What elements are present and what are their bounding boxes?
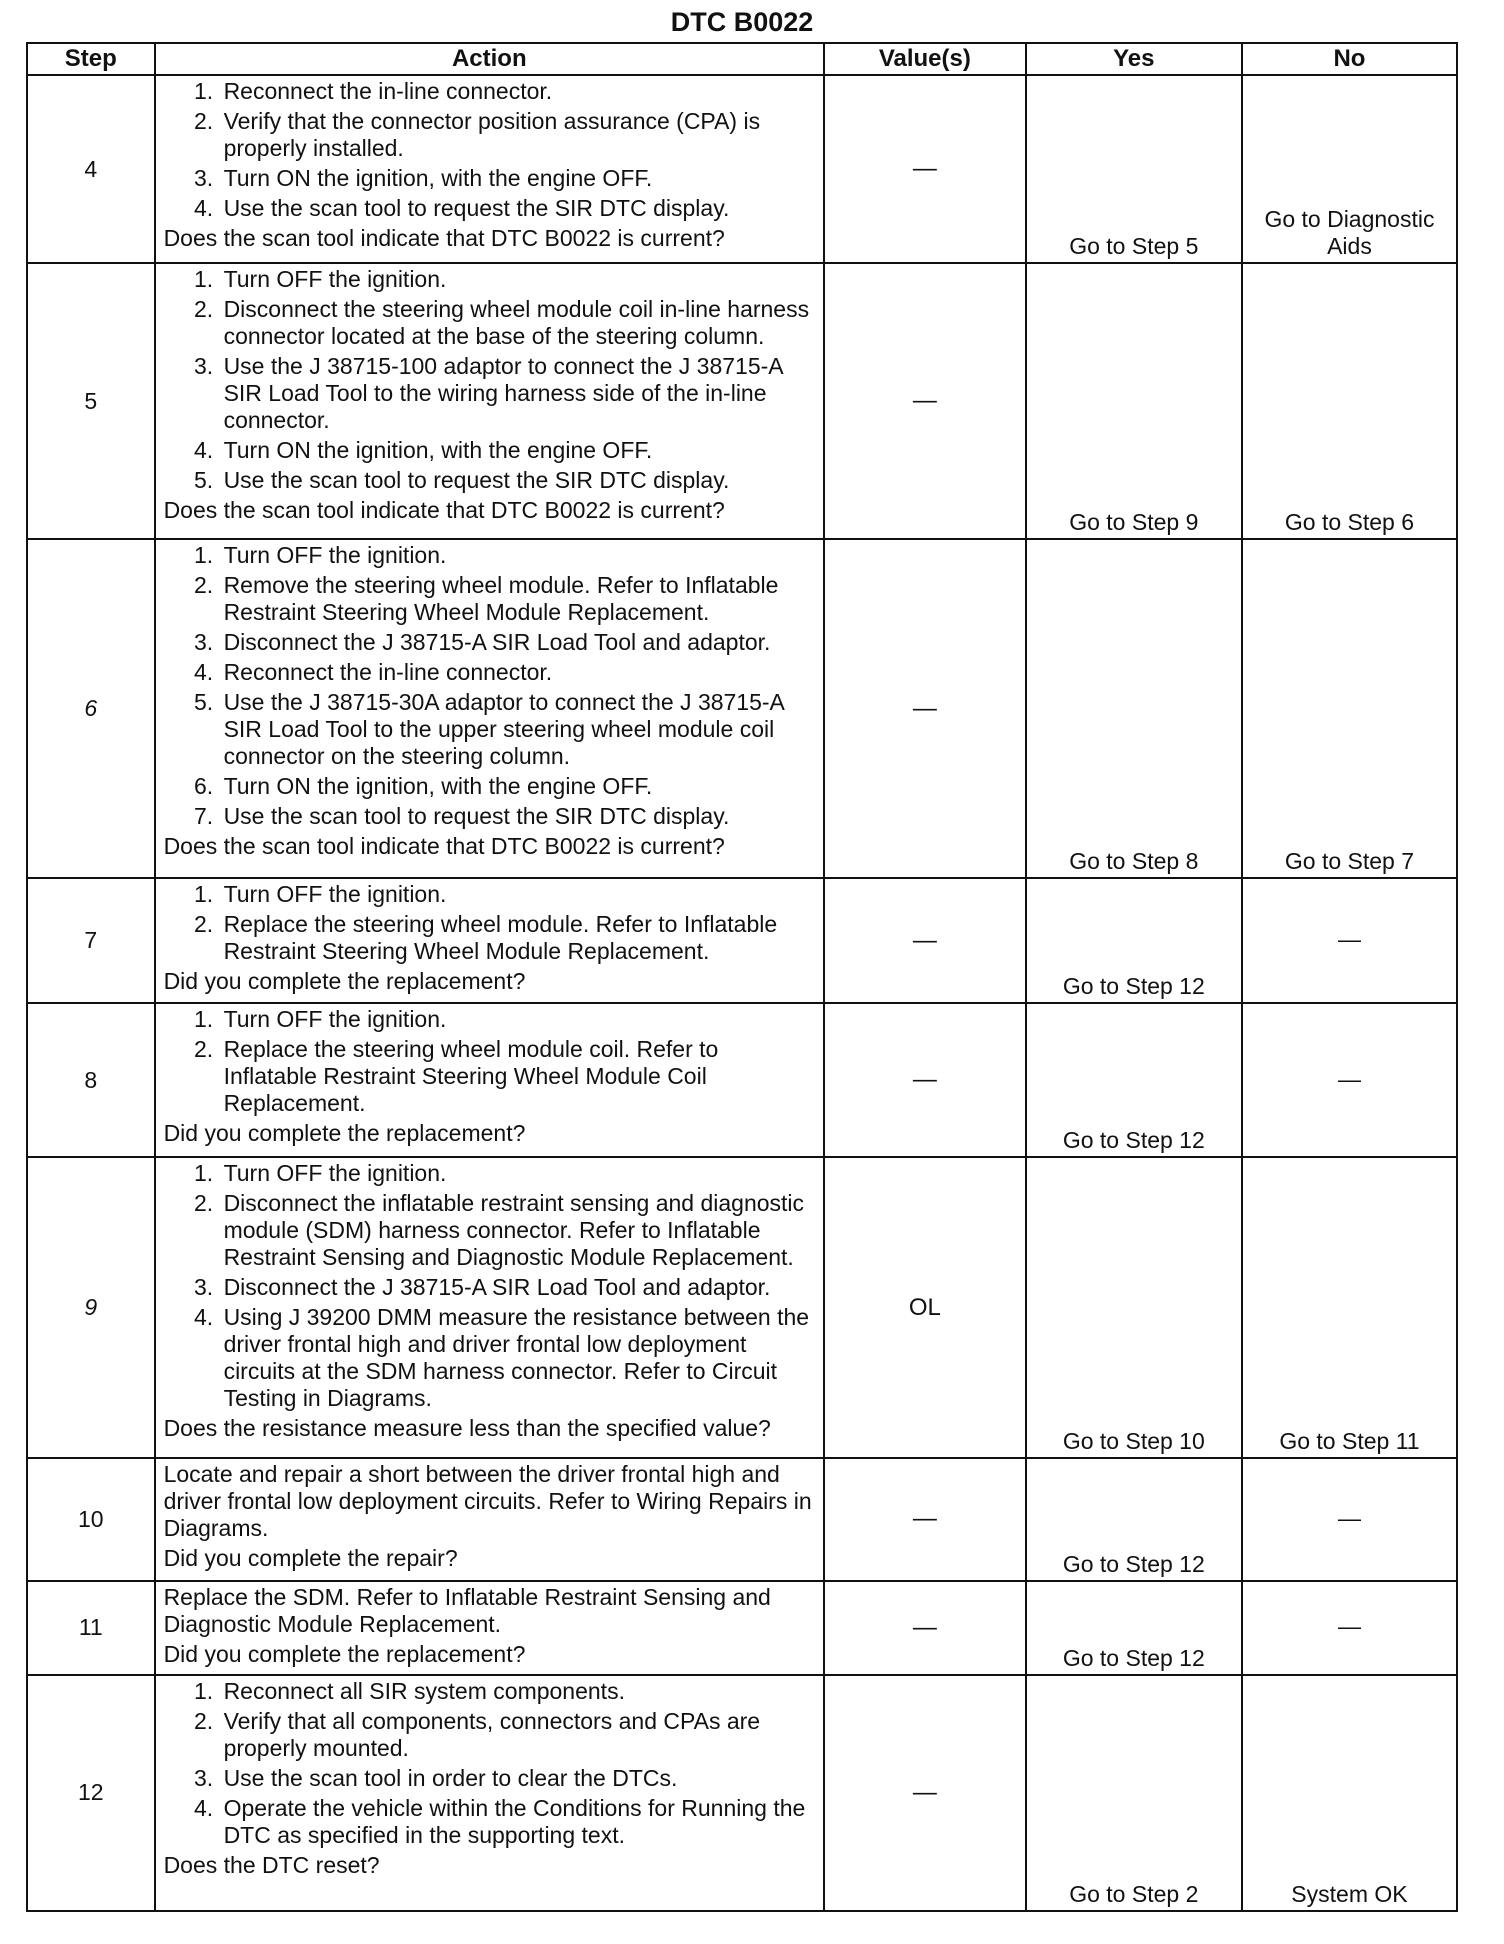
step-number: 10	[27, 1458, 155, 1580]
action-item: 1. Turn OFF the ignition.	[220, 542, 815, 569]
yes-cell: Go to Step 10	[1026, 1157, 1242, 1458]
action-item: 1. Reconnect the in-line connector.	[220, 78, 815, 105]
step-number: 12	[27, 1675, 155, 1911]
yes-cell: Go to Step 12	[1026, 878, 1242, 1003]
step-number: 4	[27, 75, 155, 263]
table-row	[27, 1675, 1457, 1911]
no-cell: —	[1242, 1003, 1457, 1157]
action-item: 5. Use the scan tool to request the SIR DTC display.	[220, 467, 815, 494]
action-item: 3. Use the J 38715-100 adaptor to connect the J 38715-A SIR Load Tool to the wiring harness side of the in-line connector.	[220, 353, 815, 434]
action-item: 2. Verify that the connector position assurance (CPA) is properly installed.	[220, 108, 815, 162]
no-cell: —	[1242, 878, 1457, 1003]
diagnostic-table	[26, 42, 1458, 1912]
value-cell: —	[824, 1003, 1026, 1157]
table-row	[27, 1003, 1457, 1157]
action-item: 4. Operate the vehicle within the Conditions for Running the DTC as specified in the supporting text.	[220, 1795, 815, 1849]
action-cell	[155, 539, 824, 878]
step-number: 6	[27, 539, 155, 878]
action-question: Does the scan tool indicate that DTC B0022 is current?	[163, 225, 725, 251]
action-item: 2. Replace the steering wheel module. Refer to Inflatable Restraint Steering Wheel Module Replacement.	[220, 911, 815, 965]
no-cell: Go to Step 6	[1242, 263, 1457, 539]
value-cell: —	[824, 1675, 1026, 1911]
no-cell: Go to Diagnostic Aids	[1242, 75, 1457, 263]
action-cell	[155, 1675, 824, 1911]
value-cell: —	[824, 1581, 1026, 1675]
page-title: DTC B0022	[670, 7, 814, 37]
action-item: 4. Reconnect the in-line connector.	[220, 659, 815, 686]
header-yes: Yes	[1026, 43, 1242, 75]
table-row	[27, 1581, 1457, 1675]
action-item: 2. Disconnect the inflatable restraint sensing and diagnostic module (SDM) harness connector. Refer to Inflatable Restraint Sensing and Diagnostic Module Replacement.	[220, 1190, 815, 1271]
action-item: 1. Turn OFF the ignition.	[220, 1006, 815, 1033]
no-cell: Go to Step 11	[1242, 1157, 1457, 1458]
action-item: 1. Turn OFF the ignition.	[220, 266, 815, 293]
action-item: 3. Disconnect the J 38715-A SIR Load Tool and adaptor.	[220, 629, 815, 656]
header-row	[27, 43, 1457, 75]
action-item: 1. Turn OFF the ignition.	[220, 881, 815, 908]
value-cell: OL	[824, 1157, 1026, 1458]
step-number: 9	[27, 1157, 155, 1458]
header-values: Value(s)	[824, 43, 1026, 75]
header-step: Step	[27, 43, 155, 75]
table-row	[27, 263, 1457, 539]
action-item: 3. Turn ON the ignition, with the engine OFF.	[220, 165, 815, 192]
action-cell	[155, 878, 824, 1003]
action-cell	[155, 1003, 824, 1157]
action-item: 6. Turn ON the ignition, with the engine OFF.	[220, 773, 815, 800]
action-question: Does the DTC reset?	[163, 1851, 380, 1878]
action-item: 4. Use the scan tool to request the SIR DTC display.	[220, 195, 815, 222]
value-cell: —	[824, 539, 1026, 878]
step-number: 11	[27, 1581, 155, 1675]
action-paragraph: Replace the SDM. Refer to Inflatable Restraint Sensing and Diagnostic Module Replacement.	[163, 1583, 771, 1637]
yes-cell: Go to Step 5	[1026, 75, 1242, 263]
value-cell: —	[824, 263, 1026, 539]
yes-cell: Go to Step 12	[1026, 1458, 1242, 1580]
action-paragraph: Locate and repair a short between the driver frontal high and driver frontal low deployment circuits. Refer to Wiring Repairs in Diagrams.	[163, 1461, 812, 1542]
action-item: 3. Use the scan tool in order to clear the DTCs.	[220, 1765, 815, 1792]
yes-cell: Go to Step 8	[1026, 539, 1242, 878]
action-question: Does the scan tool indicate that DTC B0022 is current?	[163, 833, 725, 860]
action-question: Did you complete the repair?	[163, 1545, 458, 1572]
action-question: Did you complete the replacement?	[163, 1120, 526, 1147]
value-cell: —	[824, 75, 1026, 263]
no-cell: —	[1242, 1458, 1457, 1580]
action-item: 3. Disconnect the J 38715-A SIR Load Tool and adaptor.	[220, 1274, 815, 1301]
action-question: Does the scan tool indicate that DTC B0022 is current?	[163, 497, 725, 524]
table-row	[27, 75, 1457, 263]
action-question: Did you complete the replacement?	[163, 1640, 526, 1667]
action-item: 4. Using J 39200 DMM measure the resistance between the driver frontal high and driver frontal low deployment circuits at the SDM harness connector. Refer to Circuit Testing in Diagrams.	[220, 1304, 815, 1412]
no-cell: System OK	[1242, 1675, 1457, 1911]
table-row	[27, 1458, 1457, 1580]
action-item: 2. Replace the steering wheel module coil. Refer to Inflatable Restraint Steering Wheel Module Coil Replacement.	[220, 1036, 815, 1117]
table-row	[27, 1157, 1457, 1458]
action-item: 4. Turn ON the ignition, with the engine OFF.	[220, 437, 815, 464]
header-no: No	[1242, 43, 1457, 75]
yes-cell: Go to Step 2	[1026, 1675, 1242, 1911]
no-cell: —	[1242, 1581, 1457, 1675]
action-question: Does the resistance measure less than the specified value?	[163, 1415, 771, 1442]
action-item: 2. Verify that all components, connectors and CPAs are properly mounted.	[220, 1708, 815, 1762]
action-cell	[155, 263, 824, 539]
yes-cell: Go to Step 12	[1026, 1581, 1242, 1675]
action-item: 2. Disconnect the steering wheel module coil in-line harness connector located at the base of the steering column.	[220, 296, 815, 350]
step-number: 8	[27, 1003, 155, 1157]
yes-cell: Go to Step 12	[1026, 1003, 1242, 1157]
action-item: 1. Reconnect all SIR system components.	[220, 1678, 815, 1705]
step-number: 5	[27, 263, 155, 539]
action-cell	[155, 1458, 824, 1580]
header-action: Action	[155, 43, 824, 75]
table-row	[27, 878, 1457, 1003]
no-cell: Go to Step 7	[1242, 539, 1457, 878]
action-cell	[155, 75, 824, 263]
action-question: Did you complete the replacement?	[163, 967, 526, 994]
action-cell	[155, 1157, 824, 1458]
action-item: 5. Use the J 38715-30A adaptor to connect the J 38715-A SIR Load Tool to the upper steering wheel module coil connector on the steering column.	[220, 689, 815, 770]
table-row	[27, 539, 1457, 878]
step-number: 7	[27, 878, 155, 1003]
yes-cell: Go to Step 9	[1026, 263, 1242, 539]
action-cell	[155, 1581, 824, 1675]
action-item: 7. Use the scan tool to request the SIR DTC display.	[220, 803, 815, 830]
value-cell: —	[824, 878, 1026, 1003]
value-cell: —	[824, 1458, 1026, 1580]
action-item: 1. Turn OFF the ignition.	[220, 1160, 815, 1187]
action-item: 2. Remove the steering wheel module. Refer to Inflatable Restraint Steering Wheel Module Replacement.	[220, 572, 815, 626]
